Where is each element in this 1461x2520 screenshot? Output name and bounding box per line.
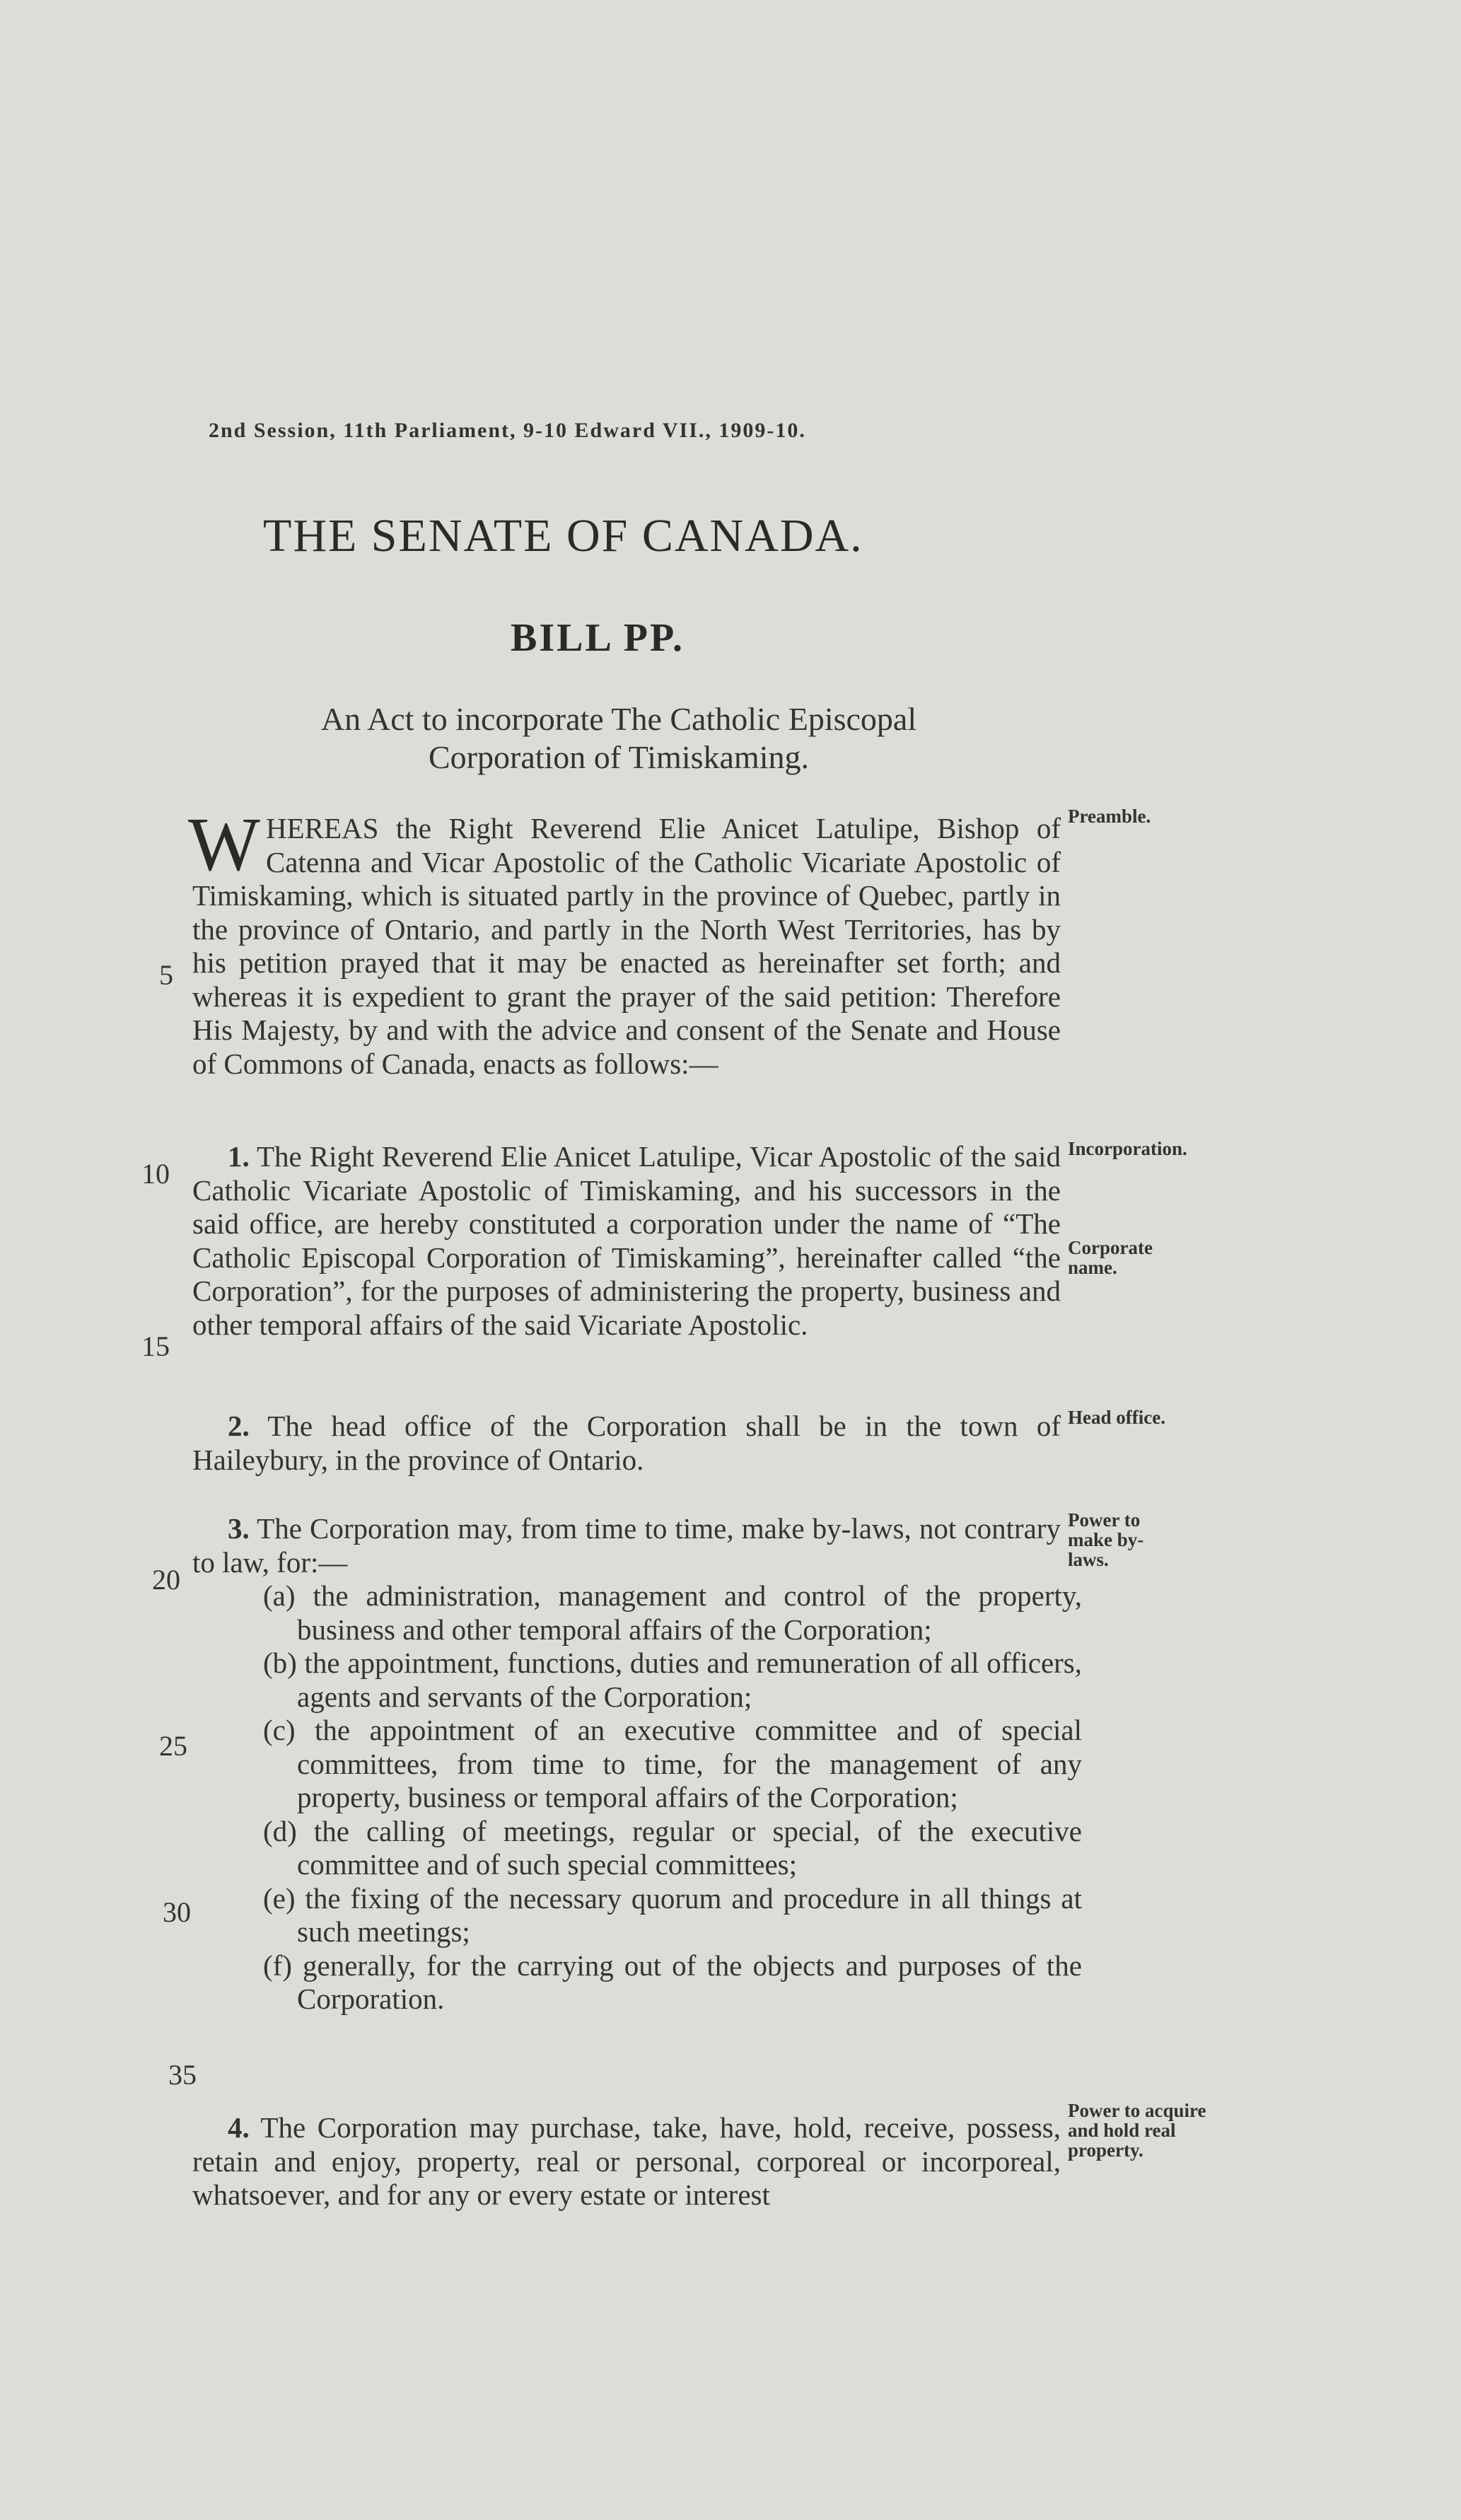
section-text: The head office of the Corporation shall be in the town of Haileybury, in the province of Ontario. xyxy=(192,1410,1061,1476)
section-text: The Right Reverend Elie Anicet Latulipe, Vicar Apostolic of the said Catholic Vicariate Apostolic of Timiskaming, and his successors in the said office, are hereby constituted a corporation under the name of “The Catholic Episcopal Corporation of Timiskaming”, hereinafter called “the Corporation”, for the purposes of administering the property, business and other temporal affairs of the said Vicariate Apostolic. xyxy=(192,1140,1061,1341)
act-title-line-2: Corporation of Timiskaming. xyxy=(429,739,809,775)
bylaw-item-f: (f) generally, for the carrying out of the objects and purposes of the Corporation. xyxy=(263,1949,1082,2015)
line-number: 20 xyxy=(152,1564,180,1596)
bylaw-item-e: (e) the fixing of the necessary quorum and procedure in all things at such meetings; xyxy=(263,1881,1082,1948)
session-line: 2nd Session, 11th Parliament, 9-10 Edward VII., 1909-10. xyxy=(209,419,806,442)
section-4 xyxy=(192,2111,1061,2212)
section-number: 3. xyxy=(228,1512,250,1545)
bylaw-item-b: (b) the appointment, functions, duties and remuneration of all officers, agents and servants of the Corporation; xyxy=(263,1647,1082,1713)
section-number: 2. xyxy=(228,1410,250,1442)
side-note-bylaws: Power to make by-laws. xyxy=(1068,1509,1144,1570)
section-number: 4. xyxy=(228,2111,250,2144)
preamble-text: HEREAS the Right Reverend Elie Anicet Latulipe, Bishop of Catenna and Vicar Apostolic of the Catholic Vicariate Apostolic of Timiskaming, which is situated partly in the province of Quebec, partly in the province of Ontario, and partly in the North West Territories, has by his petition prayed that it may be enacted as hereinafter set forth; and whereas it is expedient to grant the prayer of the said petition: Therefore His Majesty, by and with the advice and consent of the Senate and House of Commons of Canada, enacts as follows:— xyxy=(192,812,1061,1080)
section-text: The Corporation may purchase, take, have, hold, receive, possess, retain and enjoy, property, real or personal, corporeal or incorporeal, whatsoever, and for any or every estate or interest xyxy=(192,2111,1061,2211)
section-3 xyxy=(192,1512,1061,1579)
section-2 xyxy=(192,1410,1061,1477)
section-3-items xyxy=(263,1579,1082,2016)
bill-heading: BILL PP. xyxy=(511,616,685,660)
preamble-paragraph xyxy=(188,803,1061,1081)
side-note-incorporation: Incorporation. xyxy=(1068,1138,1187,1159)
side-note-head-office: Head office. xyxy=(1068,1407,1165,1428)
side-note-property: Power to acquire and hold real property. xyxy=(1068,2100,1206,2161)
line-number: 5 xyxy=(159,959,173,991)
side-note-corporate-name: Corporate name. xyxy=(1068,1237,1153,1278)
line-number: 15 xyxy=(141,1330,170,1362)
section-text: The Corporation may, from time to time, make by-laws, not contrary to law, for:— xyxy=(192,1512,1061,1579)
act-title-line-1: An Act to incorporate The Catholic Episcopal xyxy=(320,701,917,737)
bylaw-item-c: (c) the appointment of an executive committee and of special committees, from time to time, for the management of any property, business or temporal affairs of the Corporation; xyxy=(263,1714,1082,1813)
line-number: 25 xyxy=(159,1730,187,1762)
institution-heading: THE SENATE OF CANADA. xyxy=(263,510,863,562)
bylaw-item-d: (d) the calling of meetings, regular or special, of the executive committee and of such special committees; xyxy=(263,1814,1082,1881)
dropcap: W xyxy=(188,803,260,887)
section-number: 1. xyxy=(228,1140,250,1173)
act-title xyxy=(248,700,990,777)
side-note-preamble: Preamble. xyxy=(1068,806,1151,827)
section-1 xyxy=(192,1140,1061,1342)
line-number: 10 xyxy=(141,1158,170,1190)
line-number: 35 xyxy=(168,2059,197,2091)
line-number: 30 xyxy=(163,1896,191,1928)
bylaw-item-a: (a) the administration, management and control of the property, business and other temporal affairs of the Corporation; xyxy=(263,1579,1082,1646)
